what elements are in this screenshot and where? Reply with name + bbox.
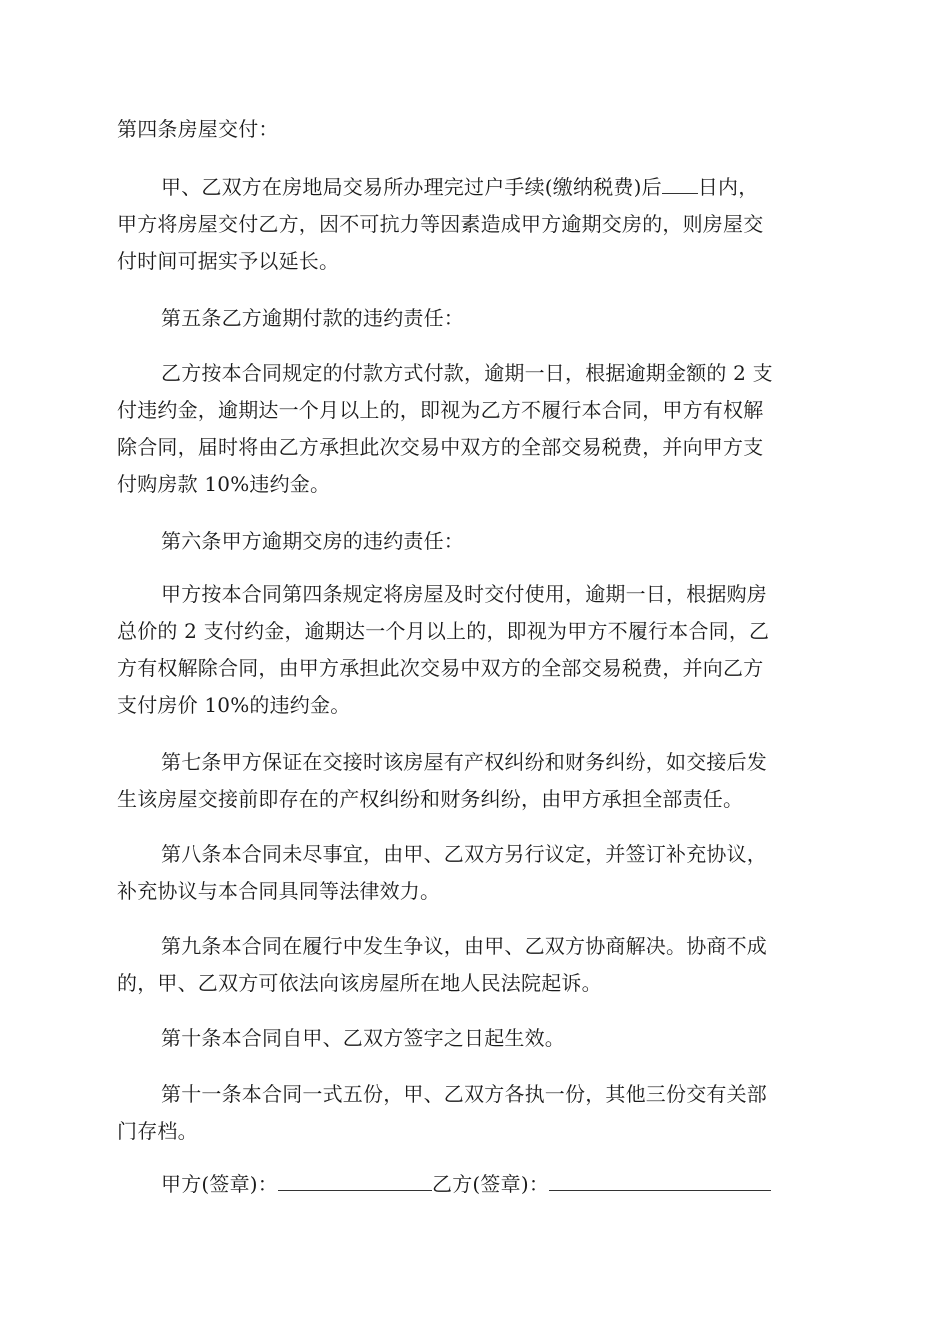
article-4-line-2: 甲方将房屋交付乙方，因不可抗力等因素造成甲方逾期交房的，则房屋交 xyxy=(117,212,764,236)
article-5-line-1: 乙方按本合同规定的付款方式付款，逾期一日，根据逾期金额的 2 支 xyxy=(161,361,773,385)
article-6-heading: 第六条甲方逾期交房的违约责任： xyxy=(161,529,464,553)
article-5-line-2: 付违约金，逾期达一个月以上的，即视为乙方不履行本合同，甲方有权解 xyxy=(117,398,764,422)
article-8-line-1: 第八条本合同未尽事宜，由甲、乙双方另行议定，并签订补充协议， xyxy=(161,842,767,866)
article-7-line-2: 生该房屋交接前即存在的产权纠纷和财务纠纷，由甲方承担全部责任。 xyxy=(117,787,744,811)
signature-line xyxy=(161,1170,771,1198)
article-5-heading: 第五条乙方逾期付款的违约责任： xyxy=(161,306,464,330)
article-4-line-1 xyxy=(161,173,758,201)
party-a-signature-label: 甲方(签章)： xyxy=(161,1172,279,1196)
article-5-line-4: 付购房款 10%违约金。 xyxy=(117,472,331,496)
article-6-line-3: 方有权解除合同，由甲方承担此次交易中双方的全部交易税费，并向乙方 xyxy=(117,656,764,680)
days-blank xyxy=(662,173,698,194)
article-10-line: 第十条本合同自甲、乙双方签字之日起生效。 xyxy=(161,1026,565,1050)
article-9-line-2: 的，甲、乙双方可依法向该房屋所在地人民法院起诉。 xyxy=(117,971,602,995)
article-6-line-4: 支付房价 10%的违约金。 xyxy=(117,693,351,717)
article-11-line-1: 第十一条本合同一式五份，甲、乙双方各执一份，其他三份交有关部 xyxy=(161,1082,767,1106)
party-a-signature-blank xyxy=(278,1170,432,1191)
article-4-heading: 第四条房屋交付： xyxy=(117,117,279,141)
article-7-line-1: 第七条甲方保证在交接时该房屋有产权纠纷和财务纠纷，如交接后发 xyxy=(161,750,767,774)
party-b-signature-blank xyxy=(549,1170,771,1191)
article-8-line-2: 补充协议与本合同具同等法律效力。 xyxy=(117,879,441,903)
article-6-line-1: 甲方按本合同第四条规定将房屋及时交付使用，逾期一日，根据购房 xyxy=(161,582,767,606)
article-5-line-3: 除合同，届时将由乙方承担此次交易中双方的全部交易税费，并向甲方支 xyxy=(117,435,764,459)
article-4-text-b: 日内， xyxy=(697,175,759,199)
article-6-line-2: 总价的 2 支付约金，逾期达一个月以上的，即视为甲方不履行本合同，乙 xyxy=(117,619,770,643)
article-4-text-a: 甲、乙双方在房地局交易所办理完过户手续(缴纳税费)后 xyxy=(161,175,662,199)
article-11-line-2: 门存档。 xyxy=(117,1119,198,1143)
article-9-line-1: 第九条本合同在履行中发生争议，由甲、乙双方协商解决。协商不成 xyxy=(161,934,767,958)
article-4-line-3: 付时间可据实予以延长。 xyxy=(117,249,340,273)
party-b-signature-label: 乙方(签章)： xyxy=(432,1172,550,1196)
